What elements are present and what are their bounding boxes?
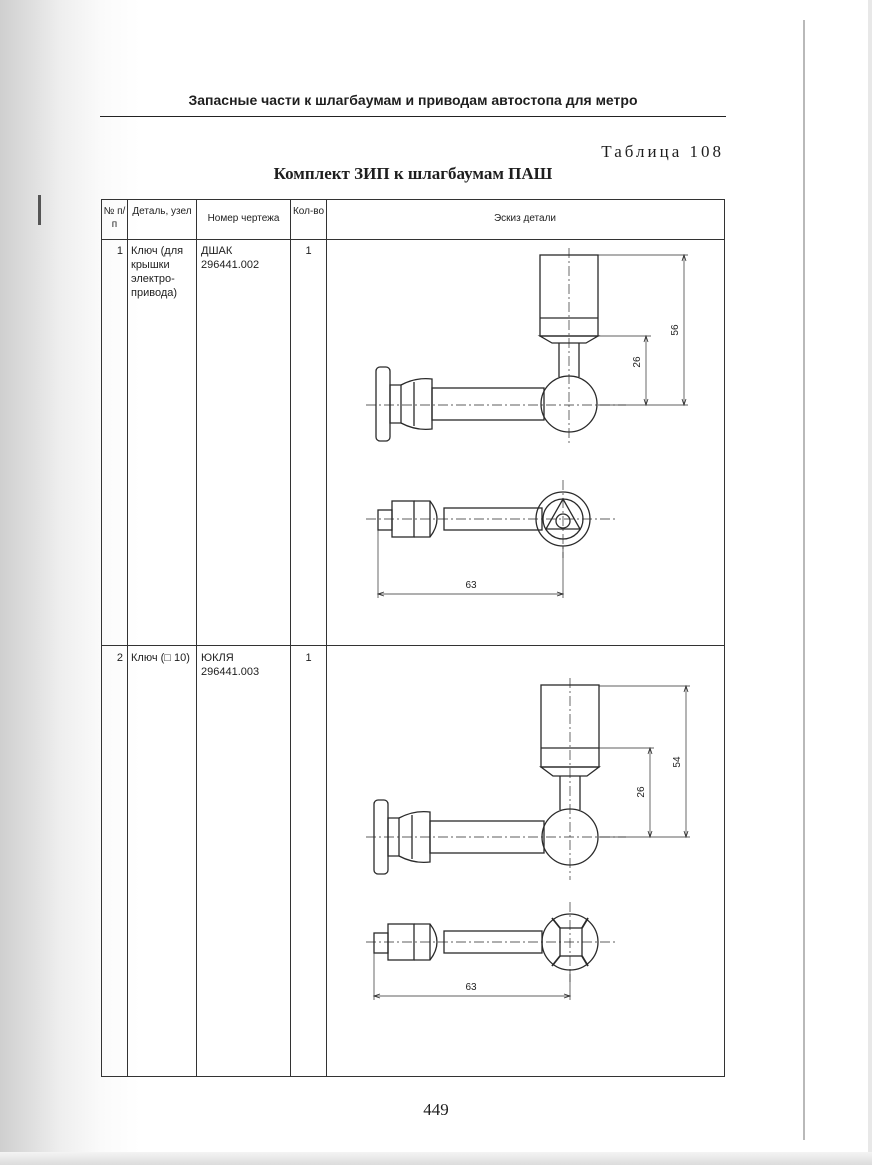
row2-drawing-number: 296441.003 [201,666,260,678]
sketch-area [326,240,723,1075]
table-label: Таблица 108 [601,142,724,161]
header-rule [100,116,726,117]
header-sketch: Эскиз детали [493,213,557,224]
col-divider [196,200,197,1076]
header-num: № п/п [103,206,126,230]
header-qty: Кол-во [292,206,325,217]
row2-drawing-code: ЮКЛЯ [201,652,234,664]
binding-mark [38,195,41,225]
table-title: Комплект ЗИП к шлагбаумам ПАШ [273,164,553,183]
key2-dim-length: 63 [465,982,477,993]
row1-drawing-number: 296441.002 [201,259,260,271]
col-divider [127,200,128,1076]
page-bottom-shadow [0,1152,872,1165]
key2-dim-total: 54 [672,756,683,768]
key1-dim-length: 63 [465,580,477,591]
key2-side-view [366,678,690,880]
key2-top-view [366,902,616,1000]
row2-num: 2 [116,652,123,664]
key1-dim-total: 56 [670,324,681,336]
key2-dim-lower: 26 [636,786,647,798]
row1-drawing-code: ДШАК [201,245,233,257]
row1-qty: 1 [305,245,312,257]
header-drawing: Номер чертежа [207,213,280,224]
key1-side-view [366,248,688,445]
key1-top-view [366,480,616,598]
page-number: 449 [423,1100,449,1119]
header-part: Деталь, узел [132,206,192,217]
row1-num: 1 [116,245,123,257]
col-divider [290,200,291,1076]
row2-part: Ключ (□ 10) [131,652,190,664]
row1-part: Ключ (для крышки электро-привода) [131,245,184,299]
key1-dim-lower: 26 [632,356,643,368]
page-edge-line [803,20,805,1140]
page-edge-shadow [868,0,872,1165]
running-head: Запасные части к шлагбаумам и приводам автостопа для метро [188,92,638,108]
row2-qty: 1 [305,652,312,664]
